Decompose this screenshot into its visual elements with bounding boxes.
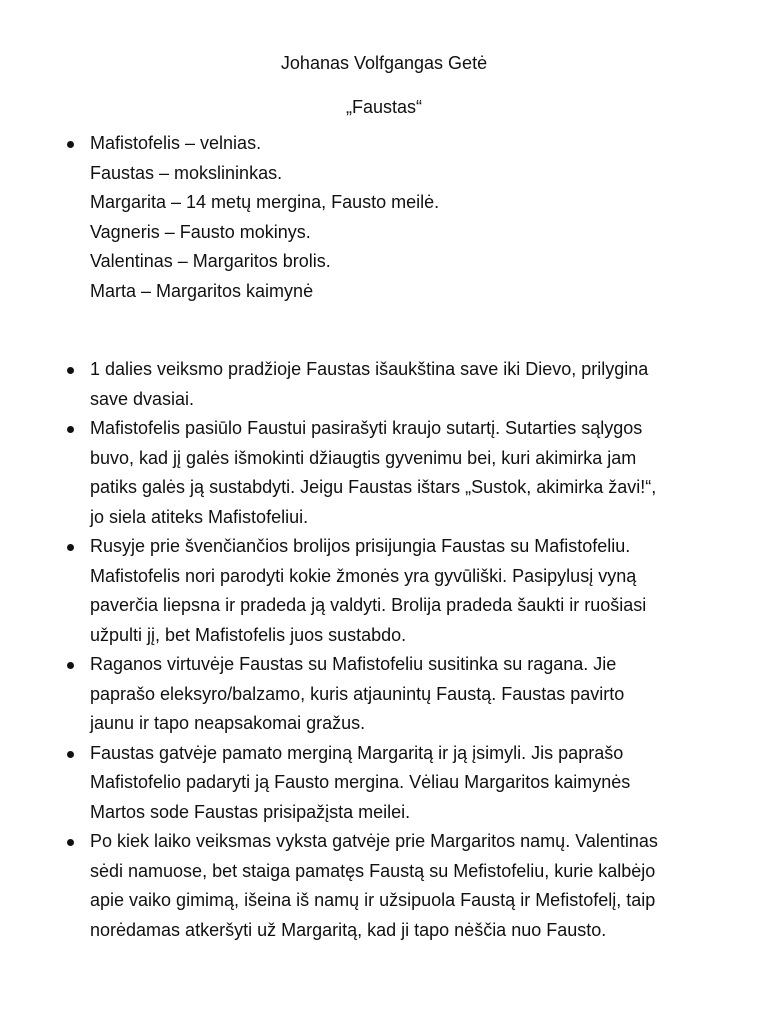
- bullet-icon: [67, 367, 74, 374]
- plot-line: buvo, kad jį galės išmokinti džiaugtis gyvenimu bei, kuri akimirka jam: [90, 447, 637, 468]
- plot-line: Martos sode Faustas prisipažįsta meilei.: [90, 801, 411, 822]
- plot-line: Rusyje prie švenčiančios brolijos prisijungia Faustas su Mafistofeliu.: [90, 536, 631, 556]
- plot-line: patiks galės ją sustabdyti. Jeigu Faustas ištars „Sustok, akimirka žavi!“,: [90, 477, 657, 497]
- plot-line: paverčia liepsna ir pradeda ją valdyti. Brolija pradeda šaukti ir ruošiasi: [90, 595, 647, 615]
- plot-summary-list: [67, 355, 727, 945]
- plot-point: [67, 355, 727, 414]
- bullet-icon: [67, 751, 74, 758]
- bullet-icon: [67, 426, 74, 433]
- plot-line: Faustas gatvėje pamato merginą Margaritą ir ją įsimyli. Jis paprašo: [90, 742, 624, 763]
- plot-line: 1 dalies veiksmo pradžioje Faustas išaukština save iki Dievo, prilygina: [90, 359, 649, 379]
- plot-line: norėdamas atkeršyti už Margaritą, kad ji tapo nėščia nuo Fausto.: [90, 919, 607, 940]
- bullet-icon: [67, 544, 74, 551]
- plot-point: [67, 414, 727, 532]
- plot-line: paprašo eleksyro/balzamo, kuris atjaunintų Faustą. Faustas pavirto: [90, 683, 625, 704]
- plot-line: jo siela atiteks Mafistofeliui.: [90, 506, 309, 527]
- bullet-icon: [67, 141, 74, 148]
- plot-line: Raganos virtuvėje Faustas su Mafistofeliu susitinka su ragana. Jie: [90, 654, 617, 674]
- plot-line: apie vaiko gimimą, išeina iš namų ir užsipuola Faustą ir Mefistofelį, taip: [90, 890, 656, 910]
- character-line: Marta – Margaritos kaimynė: [90, 280, 314, 301]
- character-line: Vagneris – Fausto mokinys.: [90, 221, 311, 242]
- plot-line: Mafistofelio padaryti ją Fausto mergina. Vėliau Margaritos kaimynės: [90, 772, 631, 792]
- work-title: „Faustas“: [345, 97, 423, 117]
- author-name: Johanas Volfgangas Getė: [280, 53, 488, 73]
- plot-point: [67, 532, 727, 650]
- character-list: [67, 129, 727, 306]
- plot-line: Mafistofelis pasiūlo Faustui pasirašyti kraujo sutartį. Sutarties sąlygos: [90, 418, 643, 438]
- character-line: Valentinas – Margaritos brolis.: [90, 251, 331, 271]
- bullet-icon: [67, 662, 74, 669]
- plot-line: sėdi namuose, bet staiga pamatęs Faustą su Mefistofeliu, kurie kalbėjo: [90, 860, 656, 881]
- bullet-icon: [67, 839, 74, 846]
- character-line: Mafistofelis – velnias.: [90, 133, 262, 153]
- plot-point: [67, 650, 727, 739]
- plot-point: [67, 739, 727, 828]
- plot-point: [67, 827, 727, 945]
- plot-line: Po kiek laiko veiksmas vyksta gatvėje prie Margaritos namų. Valentinas: [90, 831, 658, 851]
- character-list-item: [67, 129, 727, 306]
- character-line: Faustas – mokslininkas.: [90, 162, 283, 183]
- plot-line: save dvasiai.: [90, 388, 195, 409]
- plot-line: užpulti jį, bet Mafistofelis juos sustabdo.: [90, 624, 407, 645]
- plot-line: Mafistofelis nori parodyti kokie žmonės yra gyvūliški. Pasipylusį vyną: [90, 565, 637, 586]
- plot-line: jaunu ir tapo neapsakomai gražus.: [90, 713, 366, 733]
- character-line: Margarita – 14 metų mergina, Fausto meilė.: [90, 192, 440, 212]
